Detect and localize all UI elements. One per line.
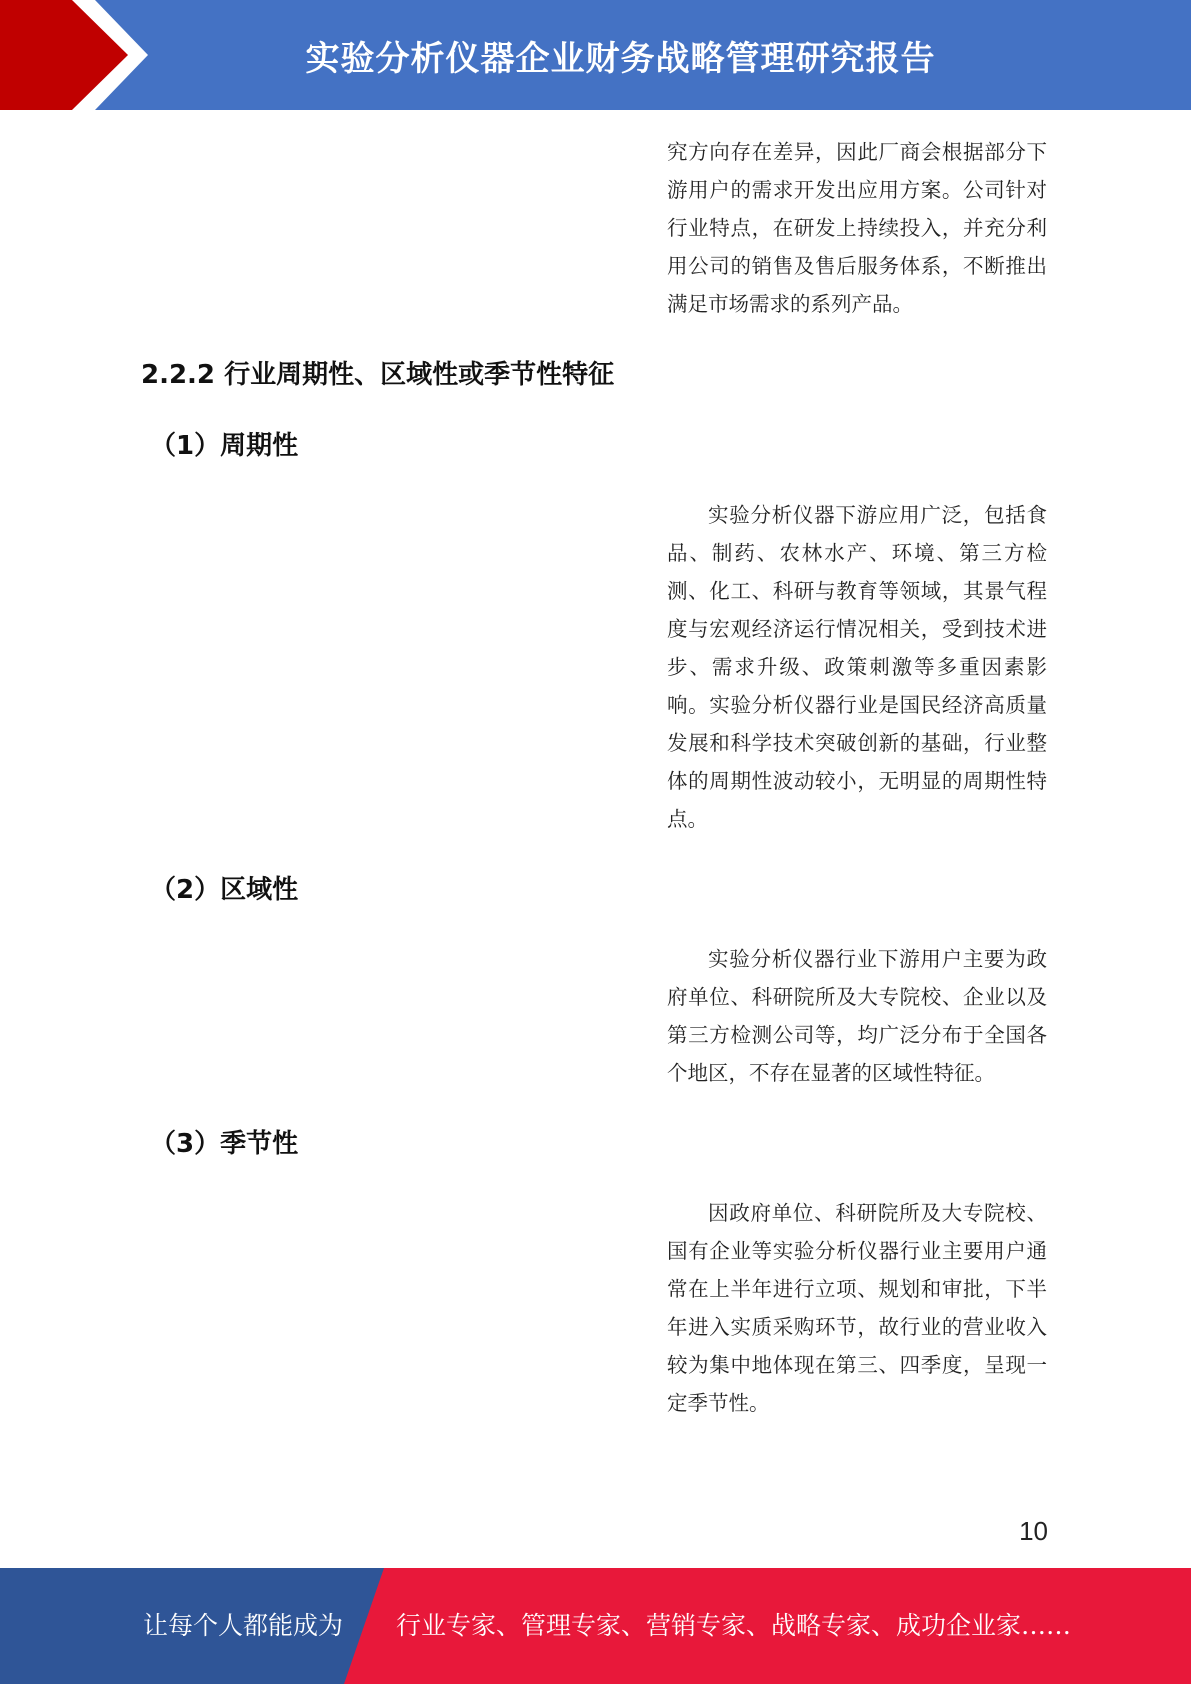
- seasonal-paragraph: 因政府单位、科研院所及大专院校、国有企业等实验分析仪器行业主要用户通常在上半年进行立项、规划和审批，下半年进入实质采购环节，故行业的营业收入较为集中地体现在第三、四季度，呈现一定季节性。: [667, 1201, 1047, 1415]
- report-title: 实验分析仪器企业财务战略管理研究报告: [305, 38, 936, 79]
- header-band: [0, 0, 1191, 110]
- regional-heading: （2）区域性: [150, 875, 299, 905]
- cyclical-heading: （1）周期性: [150, 431, 299, 461]
- intro-paragraph: 究方向存在差异，因此厂商会根据部分下游用户的需求开发出应用方案。公司针对行业特点，在研发上持续投入，并充分利用公司的销售及售后服务体系，不断推出满足市场需求的系列产品。: [667, 140, 1047, 316]
- footer-slogan-left: 让每个人都能成为: [143, 1611, 344, 1640]
- footer-slogan-right: 行业专家、管理专家、营销专家、战略专家、成功企业家……: [396, 1611, 1072, 1640]
- cyclical-paragraph: 实验分析仪器下游应用广泛，包括食品、制药、农林水产、环境、第三方检测、化工、科研与教育等领域，其景气程度与宏观经济运行情况相关，受到技术进步、需求升级、政策刺激等多重因素影响。实验分析仪器行业是国民经济高质量发展和科学技术突破创新的基础，行业整体的周期性波动较小，无明显的周期性特点。: [667, 503, 1047, 831]
- page-number: 10: [1019, 1516, 1048, 1546]
- section-heading: 2.2.2 行业周期性、区域性或季节性特征: [141, 360, 615, 390]
- regional-paragraph: 实验分析仪器行业下游用户主要为政府单位、科研院所及大专院校、企业以及第三方检测公司等，均广泛分布于全国各个地区，不存在显著的区域性特征。: [667, 947, 1047, 1085]
- seasonal-heading: （3）季节性: [150, 1129, 299, 1159]
- footer-band: [0, 1568, 1191, 1684]
